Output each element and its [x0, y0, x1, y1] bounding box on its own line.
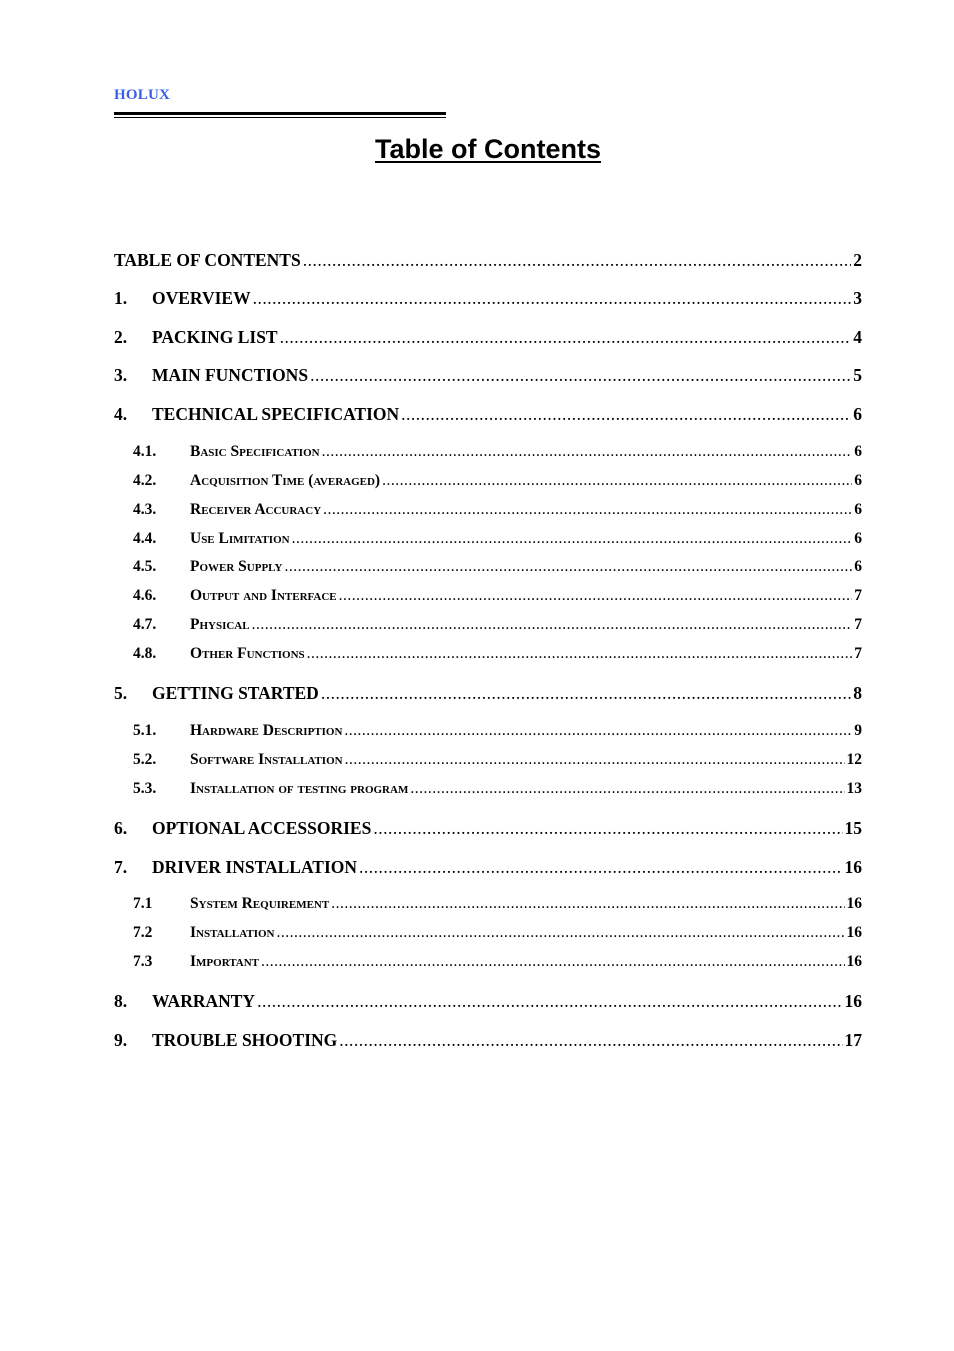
toc-leader: [401, 404, 851, 425]
toc-entry-label: Acquisition Time (averaged): [190, 472, 381, 489]
toc-entry-number: 7.1: [133, 895, 153, 912]
toc-entry[interactable]: [114, 1030, 862, 1051]
toc-entry-page: 6: [854, 501, 862, 518]
toc-entry-label: GETTING STARTED: [152, 683, 319, 703]
toc-leader: [359, 857, 842, 878]
toc-entry-number: 4.1.: [133, 443, 157, 460]
toc-entry-number: 4.4.: [133, 530, 157, 547]
toc-entry-label: Power Supply: [190, 558, 283, 575]
toc-entry-label: TECHNICAL SPECIFICATION: [152, 404, 400, 424]
toc-subentry[interactable]: [114, 530, 862, 548]
toc-entry-page: 13: [846, 780, 862, 797]
toc-entry-label: TABLE OF CONTENTS: [114, 250, 301, 270]
toc-leader: [292, 530, 853, 548]
toc-subentry[interactable]: [114, 443, 862, 461]
toc-entry-number: 5.1.: [133, 722, 157, 739]
toc-subentry[interactable]: [114, 501, 862, 519]
toc-leader: [322, 443, 853, 461]
toc-leader: [323, 501, 852, 519]
toc-entry-number: 4.: [114, 404, 128, 424]
toc-entry-number: 4.6.: [133, 587, 157, 604]
toc-entry[interactable]: [114, 327, 862, 348]
toc-leader: [339, 1030, 842, 1051]
toc-entry-label: System Requirement: [190, 895, 330, 912]
toc-entry-page: 4: [853, 327, 862, 347]
toc-entry-page: 6: [854, 443, 862, 460]
toc-entry-number: 7.2: [133, 924, 153, 941]
toc-entry-number: 7.: [114, 857, 128, 877]
toc-entry-number: 8.: [114, 991, 128, 1011]
toc-entry-page: 5: [853, 365, 862, 385]
toc-entry-page: 3: [853, 288, 862, 308]
toc-entry-label: Use Limitation: [190, 530, 290, 547]
toc-entry-page: 17: [844, 1030, 862, 1050]
toc-entry[interactable]: [114, 365, 862, 386]
toc-entry-label: MAIN FUNCTIONS: [152, 365, 309, 385]
toc-leader: [280, 327, 852, 348]
toc-entry-page: 16: [846, 924, 862, 941]
toc-entry-number: 4.5.: [133, 558, 157, 575]
toc-leader: [307, 645, 853, 663]
toc-entry-label: Other Functions: [190, 645, 305, 662]
toc-subentry[interactable]: [114, 558, 862, 576]
toc-entry-number: 4.7.: [133, 616, 157, 633]
toc-leader: [276, 924, 844, 942]
toc-entry-number: 4.2.: [133, 472, 157, 489]
toc-subentry[interactable]: [114, 751, 862, 769]
toc-entry-label: Output and Interface: [190, 587, 337, 604]
toc-subentry[interactable]: [114, 472, 862, 490]
toc-entry-page: 9: [854, 722, 862, 739]
toc-subentry[interactable]: [114, 616, 862, 634]
toc-leader: [252, 616, 853, 634]
toc-entry[interactable]: [114, 818, 862, 839]
toc-entry-label: TROUBLE SHOOTING: [152, 1030, 338, 1050]
toc-subentry[interactable]: [114, 780, 862, 798]
toc-subentry[interactable]: [114, 953, 862, 971]
toc-entry-label: PACKING LIST: [152, 327, 278, 347]
toc-entry-number: 5.: [114, 683, 128, 703]
toc-entry-page: 15: [844, 818, 862, 838]
toc-leader: [321, 683, 851, 704]
header-rule: [114, 112, 446, 115]
toc-entry-number: 7.3: [133, 953, 153, 970]
toc-subentry[interactable]: [114, 587, 862, 605]
toc-entry-label: WARRANTY: [152, 991, 256, 1011]
toc-entry-number: 5.3.: [133, 780, 157, 797]
toc-entry-page: 6: [854, 558, 862, 575]
toc-entry-page: 7: [854, 645, 862, 662]
toc-entry-page: 16: [844, 857, 862, 877]
toc-entry-label: Hardware Description: [190, 722, 343, 739]
toc-entry-page: 16: [846, 895, 862, 912]
toc-subentry[interactable]: [114, 722, 862, 740]
toc-leader: [253, 288, 852, 309]
toc-leader: [261, 953, 845, 971]
toc-entry-label: DRIVER INSTALLATION: [152, 857, 358, 877]
header-brand: HOLUX: [114, 87, 171, 103]
toc-entry-number: 2.: [114, 327, 128, 347]
toc-entry[interactable]: [114, 991, 862, 1012]
toc-entry[interactable]: [114, 683, 862, 704]
toc-entry[interactable]: [114, 250, 862, 271]
toc-entry-label: Basic Specification: [190, 443, 320, 460]
toc-entry-label: OPTIONAL ACCESSORIES: [152, 818, 372, 838]
toc-entry-page: 8: [853, 683, 862, 703]
toc-leader: [331, 895, 844, 913]
toc-subentry[interactable]: [114, 645, 862, 663]
toc-entry-number: 1.: [114, 288, 128, 308]
toc-entry-label: OVERVIEW: [152, 288, 251, 308]
toc-entry-page: 2: [853, 250, 862, 270]
toc-leader: [345, 751, 845, 769]
toc-entry-page: 16: [846, 953, 862, 970]
toc-entry-label: Physical: [190, 616, 250, 633]
toc-leader: [373, 818, 842, 839]
toc-leader: [410, 780, 844, 798]
page-title: Table of Contents: [375, 134, 601, 164]
toc-entry-page: 7: [854, 616, 862, 633]
toc-entry-number: 4.8.: [133, 645, 157, 662]
toc-leader: [344, 722, 852, 740]
toc-entry[interactable]: [114, 404, 862, 425]
toc-entry-number: 9.: [114, 1030, 128, 1050]
toc-entry-number: 4.3.: [133, 501, 157, 518]
toc-subentry[interactable]: [114, 895, 862, 913]
toc-entry-page: 6: [854, 530, 862, 547]
toc-entry-label: Installation: [190, 924, 275, 941]
toc-entry-page: 16: [844, 991, 862, 1011]
toc-entry-number: 3.: [114, 365, 128, 385]
toc-leader: [303, 250, 852, 271]
toc-entry-page: 12: [846, 751, 862, 768]
toc-entry-label: Important: [190, 953, 259, 970]
toc-entry-page: 7: [854, 587, 862, 604]
toc-entry-page: 6: [853, 404, 862, 424]
toc-leader: [382, 472, 852, 490]
toc-entry[interactable]: [114, 857, 862, 878]
toc-leader: [310, 365, 851, 386]
toc-subentry[interactable]: [114, 924, 862, 942]
toc-entry-page: 6: [854, 472, 862, 489]
toc-entry-label: Software Installation: [190, 751, 343, 768]
toc-entry-label: Receiver Accuracy: [190, 501, 322, 518]
toc-entry-label: Installation of testing program: [190, 780, 409, 797]
toc-entry[interactable]: [114, 288, 862, 309]
toc-leader: [339, 587, 853, 605]
toc-leader: [284, 558, 852, 576]
toc-leader: [257, 991, 842, 1012]
toc-entry-number: 6.: [114, 818, 128, 838]
header-rule-thin: [114, 117, 446, 118]
toc-entry-number: 5.2.: [133, 751, 157, 768]
